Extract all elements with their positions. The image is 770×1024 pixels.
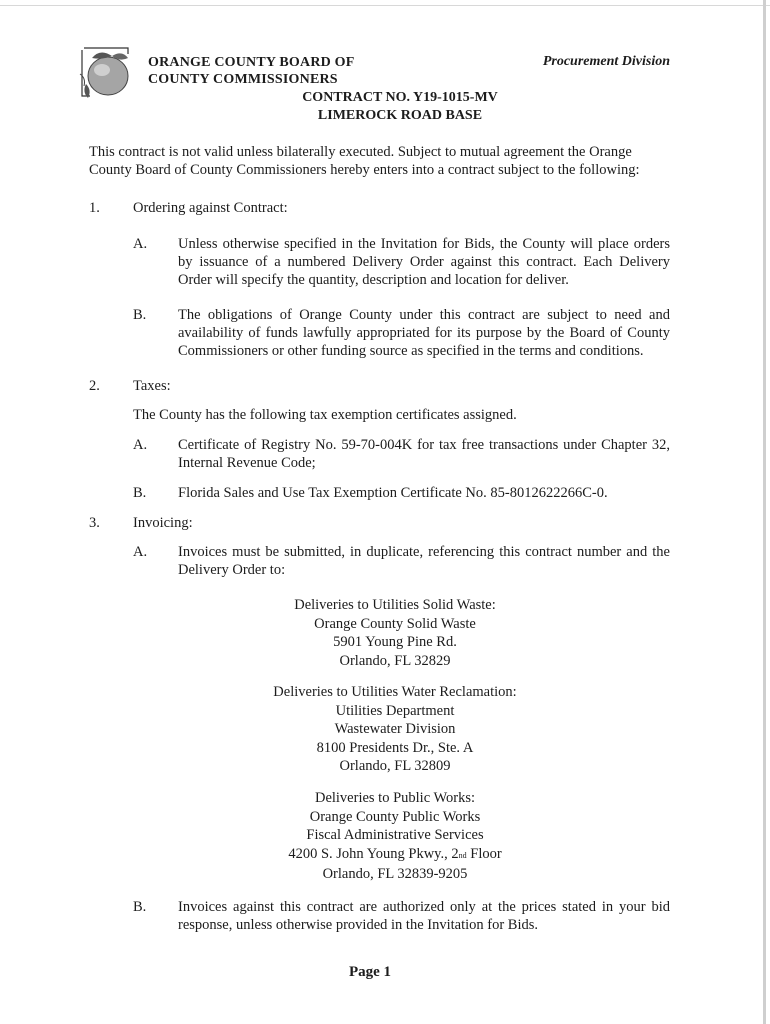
address-public-works <box>220 789 570 884</box>
contract-number: CONTRACT NO. Y19-1015-MV <box>302 90 498 105</box>
floor-text: Floor <box>466 845 502 862</box>
section-3a-label: A. <box>133 544 148 560</box>
address-line: Orlando, FL 32809 <box>339 758 451 774</box>
address-line: Orlando, FL 32829 <box>339 652 451 669</box>
page-number: Page 1 <box>348 964 392 980</box>
address-line: Orange County Public Works <box>309 808 481 825</box>
section-2a-label: A. <box>133 437 148 453</box>
section-1-number: 1. <box>89 200 100 216</box>
section-1-title: Ordering against Contract: <box>133 200 288 216</box>
org-name-line2: COUNTY COMMISSIONERS <box>148 72 338 87</box>
section-3b-label: B. <box>133 899 147 915</box>
address-line: Utilities Department <box>335 702 455 719</box>
contract-heading <box>250 89 550 125</box>
section-2-intro: The County has the following tax exemption certificates assigned. <box>133 407 517 423</box>
section-2a-text: Certificate of Registry No. 59-70-004K for tax free transactions under Chapter 32, Internal Revenue Code; <box>178 437 670 471</box>
section-2b-label: B. <box>133 485 147 501</box>
section-3b-text: Invoices against this contract are authorized only at the prices stated in your bid response, unless otherwise provided in the Invitation for Bids. <box>178 899 670 933</box>
scan-top-edge <box>0 5 770 6</box>
section-1a-text: Unless otherwise specified in the Invitation for Bids, the County will place orders by issuance of a numbered Delivery Order against this contract. Each Delivery Order will specify the quantity, description and location for deliver. <box>178 236 670 288</box>
ordinal-suffix: nd <box>458 850 467 860</box>
address-line: Deliveries to Utilities Water Reclamation: <box>273 684 517 700</box>
address-line: 8100 Presidents Dr., Ste. A <box>316 739 474 756</box>
division-label: Procurement Division <box>542 54 670 69</box>
section-2b-text: Florida Sales and Use Tax Exemption Certificate No. 85-8012622266C-0. <box>178 485 608 501</box>
address-line: Deliveries to Utilities Solid Waste: <box>294 597 496 613</box>
intro-paragraph: This contract is not valid unless bilaterally executed. Subject to mutual agreement the Orange County Board of County Commissioners hereby enters into a contract subject to the following: <box>89 144 640 178</box>
orange-county-logo-icon <box>78 44 134 102</box>
scan-right-edge <box>763 0 766 1024</box>
address-line <box>220 845 570 866</box>
address-line: Deliveries to Public Works: <box>314 790 476 806</box>
section-1b-label: B. <box>133 307 147 323</box>
address-water-reclamation <box>220 683 570 776</box>
address-solid-waste <box>220 596 570 670</box>
org-name <box>148 54 355 88</box>
section-3a-text: Invoices must be submitted, in duplicate, referencing this contract number and the Delivery Order to: <box>178 544 670 578</box>
contract-title: LIMEROCK ROAD BASE <box>317 108 483 123</box>
section-1a-label: A. <box>133 236 148 252</box>
org-name-line1: ORANGE COUNTY BOARD OF <box>148 55 355 70</box>
section-3-number: 3. <box>89 515 100 531</box>
street-text: 4200 S. John Young Pkwy., 2 <box>288 845 459 862</box>
section-3-title: Invoicing: <box>133 515 193 531</box>
address-line: Fiscal Administrative Services <box>306 827 484 843</box>
address-line: Wastewater Division <box>334 721 456 737</box>
section-2-number: 2. <box>89 378 100 394</box>
section-1b-text: The obligations of Orange County under this contract are subject to need and availability of funds lawfully appropriated for its purpose by the Board of County Commissioners or other funding source as specified in the terms and conditions. <box>178 307 670 359</box>
address-line: 5901 Young Pine Rd. <box>333 634 457 650</box>
address-line: Orange County Solid Waste <box>314 615 476 632</box>
address-line: Orlando, FL 32839-9205 <box>322 866 468 882</box>
section-2-title: Taxes: <box>133 378 171 394</box>
